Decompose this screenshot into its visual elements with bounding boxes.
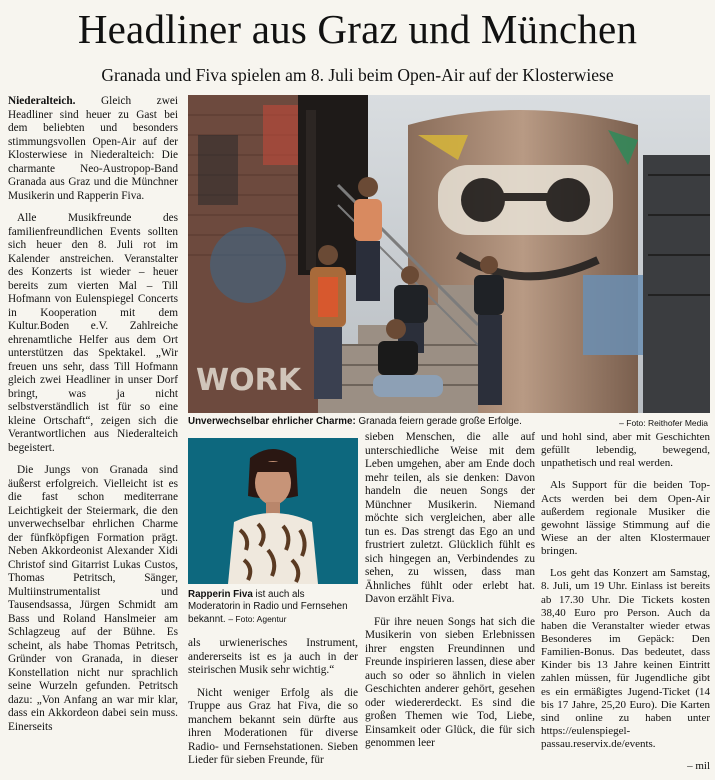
paragraph-event: Alle Musikfreunde des familienfreundlichen Events sollten sich heuer den 8. Juli rot im Kalender anstreichen. Veranstalter des Konzerts ist wieder – heuer bereits zum vierten Mal – Till Hofmann von Eulenspiegel Concerts in Kooperation mit dem Kultur.Boden e.V. Zahlreiche ehrenamtliche Helfer aus dem Ort unterstützen das Spektakel. „Wir freuen uns sehr, dass Till Hofmann gleich zwei Headliner in unser Dorf bringt, was ja nicht selbstverständlich ist für so eine kleine Ortschaft“, zeigen sich die Verantwortlichen aus Niederalteich begeistert.: [8, 212, 178, 454]
band-photo-graphic: [188, 95, 710, 413]
fiva-photo-caption: [188, 589, 358, 626]
paragraph-songs-cont: und hohl sind, aber mit Geschichten gefüllt lebendig, bewegend, unpathetisch und real werden.: [541, 431, 710, 470]
paragraph-tickets: Los geht das Konzert am Samstag, 8. Juli, um 19 Uhr. Einlass ist bereits ab 17.30 Uhr. Die Tickets kosten 38,40 Euro pro Person. Auch da haben die Veranstalter wieder etwas Besonderes im Gepäck: Den Familien-Bonus. Das bedeutet, dass Kinder bis 13 Jahre keinen Eintritt zahlen müssen, für Jugendliche gibt es ein ermäßigtes Jugend-Ticket (14 bis 17 Jahre, 25,20 Euro). Die Karten sind online zu haben unter https://eulenspiegel-passau.reservix.de/events.: [541, 567, 710, 751]
subheadline: Granada und Fiva spielen am 8. Juli beim Open-Air auf der Klosterwiese: [101, 65, 614, 85]
article-column-4: [541, 431, 710, 773]
fiva-photo-caption-bold: Rapperin Fiva: [188, 589, 253, 600]
article-column-1: [8, 95, 178, 734]
band-member: [474, 256, 504, 405]
article-column-3: [365, 431, 535, 751]
band-photo-caption-bold: Unverwechselbar ehrlicher Charme:: [188, 416, 356, 427]
band-photo-caption: [188, 416, 710, 428]
author-signoff: – mil: [687, 760, 710, 773]
paragraph-granada: Die Jungs von Granada sind äußerst erfolgreich. Vielleicht ist es die fast schon mediterrane Leichtigkeit der Steiermark, die den unverwechselbar ehrlichen Charme der fünfköpfigen Formation prägt. Neben Akkordeonist Alexander Xidi Christof sind Gitarrist Lukas Custos, Thomas Petritsch, Sänger, Multiinstrumentalist und Tausendsassa, Jürgen Schmidt am Bass und Roland Hanslmeier am Schlagzeug auf der Bühne. Es scheint, als habe Thomas Petritsch, Gründer von Granada, in dieser Konstellation nicht nur sprachlich seine Wurzeln gefunden. Petritsch dazu: „Von Anfang an war mir klar, dass ein Akkordeon dabei sein muss. Einerseits: [8, 464, 178, 733]
paragraph-intro-text: Gleich zwei Headliner sind heuer zu Gast bei dem beliebten und besonders stimmungsvollen Open-Air auf der Klosterwiese in Niederalteich: Die charmante Neo-Austropop-Band Granada aus Graz und die Münchner Musikerin und Rapperin Fiva.: [8, 95, 179, 202]
band-photo-caption-text: Granada feiern gerade große Erfolge.: [358, 416, 522, 427]
band-member: [310, 245, 346, 399]
fiva-photo: [188, 438, 358, 584]
article-column-2: [188, 637, 358, 768]
paragraph-fiva: Nicht weniger Erfolg als die Truppe aus Graz hat Fiva, die so manchem bekannt sein dürfte aus ihren Moderationen für diverse Radio- und Fernsehstationen. Sieben Lieder für sieben Freunde, für: [188, 686, 358, 766]
paragraph-intro: [8, 95, 178, 203]
paragraph-granada-cont: als urwienerisches Instrument, andererseits ist es ja auch in der steirischen Musik sehr wichtig.“: [188, 637, 358, 676]
paragraph-fiva-cont: sieben Menschen, die alle auf unterschiedliche Weise mit dem Leben umgehen, aber am Ende doch mehr teilen, als sie denken: Davon handeln die neuen Songs der Münchner Musikerin. Niemand möchte sich vergleichen, aber alle tun es. Das strengt das Ego an und frustriert zuletzt. Glücklich fühlt es sich hingegen an, Verbindendes zu sehen, zu wissen, dass man Ähnliches fühlt oder erlebt hat. Davon erzählt Fiva.: [365, 431, 535, 605]
fiva-photo-caption-text: ist auch als Moderatorin in Radio und Fernsehen bekannt.: [188, 589, 348, 625]
headline: Headliner aus Graz und München: [77, 6, 638, 52]
band-photo: [188, 95, 710, 413]
fiva-photo-credit: – Foto: Agentur: [228, 614, 287, 624]
paragraph-support: Als Support für die beiden Top-Acts werden bei dem Open-Air außerdem regionale Musiker die gewohnt lässige Stimmung auf die Wiese an der alten Klostermauer bringen.: [541, 479, 710, 558]
fiva-photo-graphic: [188, 438, 358, 584]
dateline: Niederalteich.: [8, 95, 76, 107]
paragraph-songs: Für ihre neuen Songs hat sich die Musikerin von sieben Erlebnissen ihrer engsten Freundinnen und Freunde inspirieren lassen, diese aber auch so oder so ähnlich in vielen Geschichten anderer gehört, gesehen oder wiedererdeckt. Es sind die großen Themen wie Tod, Liebe, Einsamkeit oder Glück, die für sich genommen leer: [365, 615, 535, 749]
graffiti-text: WORK: [196, 363, 301, 398]
band-photo-credit: – Foto: Reithofer Media: [619, 418, 708, 428]
